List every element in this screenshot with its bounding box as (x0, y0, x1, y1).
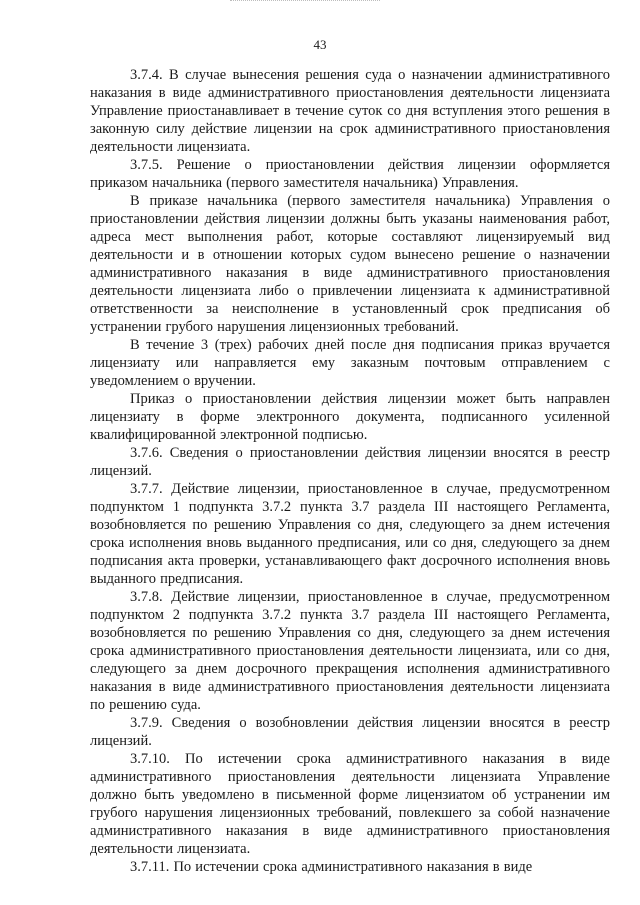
page-number: 43 (313, 37, 327, 52)
paragraph-3-7-6: 3.7.6. Сведения о приостановлении действия лицензии вносятся в реестр лицензий. (90, 445, 610, 479)
paragraph-3-7-10: 3.7.10. По истечении срока административного наказания в виде административного приостановления деятельности лицензиата Управление должно быть уведомлено в письменной форме лицензиатом об устранении им грубого нарушения лицензионных требований, повлекшего за собой назначение административного наказания в виде административного приостановления деятельности лицензиата. (90, 751, 610, 857)
paragraph-order-delivery: В течение 3 (трех) рабочих дней после дня подписания приказ вручается лицензиату или направляется ему заказным почтовым отправлением с уведомлением о вручении. (90, 337, 610, 389)
paragraph-3-7-11: 3.7.11. По истечении срока административного наказания в виде (130, 859, 533, 875)
paragraph-3-7-5: 3.7.5. Решение о приостановлении действия лицензии оформляется приказом начальника (первого заместителя начальника) Управления. (90, 157, 610, 191)
paragraph-3-7-8: 3.7.8. Действие лицензии, приостановленное в случае, предусмотренном подпунктом 2 подпункта 3.7.2 пункта 3.7 раздела III настоящего Регламента, возобновляется по решению Управления со дня, следующего за днем истечения срока административного приостановления деятельности лицензиата, или со дня, следующего за днем досрочного прекращения исполнения административного наказания в виде административного приостановления деятельности лицензиата по решению суда. (90, 589, 610, 713)
scan-artifact (230, 0, 380, 4)
paragraph-3-7-4: 3.7.4. В случае вынесения решения суда о назначении административного наказания в виде административного приостановления деятельности лицензиата Управление приостанавливает в течение суток со дня вступления этого решения в законную силу действие лицензии на срок административного приостановления деятельности лицензиата. (90, 67, 610, 155)
paragraph-electronic-order: Приказ о приостановлении действия лицензии может быть направлен лицензиату в форме электронного документа, подписанного усиленной квалифицированной электронной подписью. (90, 391, 610, 443)
paragraph-3-7-9: 3.7.9. Сведения о возобновлении действия лицензии вносятся в реестр лицензий. (90, 715, 610, 749)
paragraph-order-contents: В приказе начальника (первого заместителя начальника) Управления о приостановлении действия лицензии должны быть указаны наименования работ, адреса мест выполнения работ, которые составляют лицензируемый вид деятельности и в отношении которых судом вынесено решение о назначении административного наказания в виде административного приостановления деятельности лицензиата либо о привлечении лицензиата к административной ответственности за неисполнение в установленный срок предписания об устранении грубого нарушения лицензионных требований. (90, 193, 610, 335)
paragraph-3-7-7: 3.7.7. Действие лицензии, приостановленное в случае, предусмотренном подпунктом 1 подпункта 3.7.2 пункта 3.7 раздела III настоящего Регламента, возобновляется по решению Управления со дня, следующего за днем истечения срока исполнения вновь выданного предписания, или со дня, следующего за днем подписания акта проверки, устанавливающего факт досрочного исполнения вновь выданного предписания. (90, 481, 610, 587)
document-body (90, 66, 610, 876)
